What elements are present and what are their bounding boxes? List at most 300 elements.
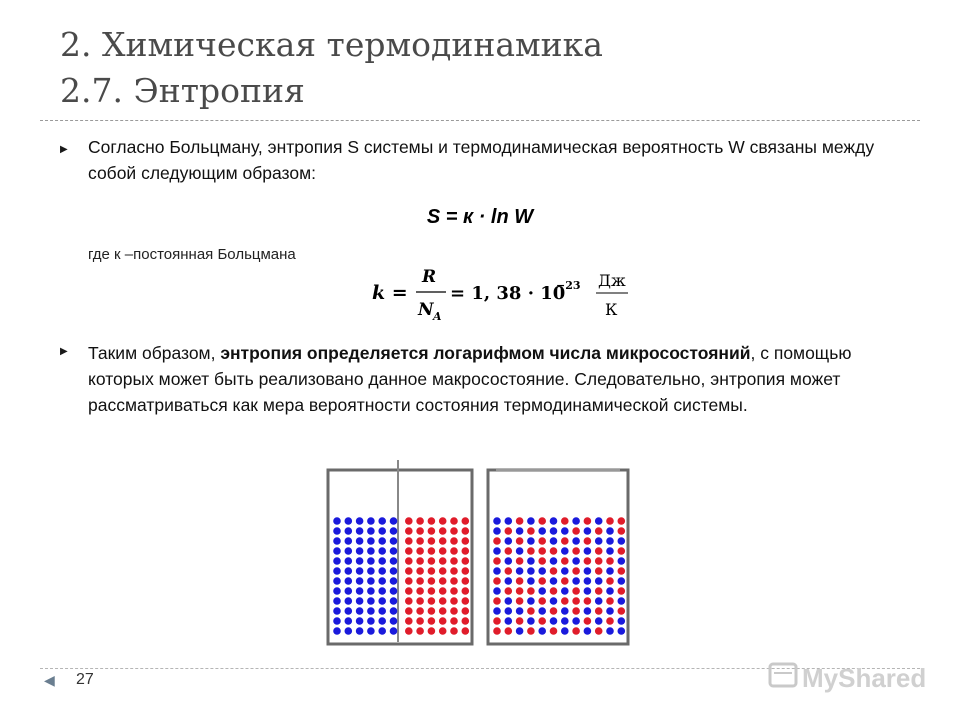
boltzmann-constant-formula bbox=[370, 262, 640, 327]
blue-particle bbox=[390, 577, 398, 585]
red-particle bbox=[416, 597, 424, 605]
blue-particle bbox=[345, 557, 353, 565]
red-particle bbox=[572, 607, 580, 615]
blue-particle bbox=[527, 597, 535, 605]
blue-particle bbox=[606, 607, 614, 615]
blue-particle bbox=[390, 567, 398, 575]
red-particle bbox=[538, 547, 546, 555]
red-particle bbox=[439, 627, 447, 635]
blue-particle bbox=[606, 527, 614, 535]
blue-particle bbox=[572, 537, 580, 545]
blue-particle bbox=[618, 537, 626, 545]
unit-numerator: Дж bbox=[598, 271, 626, 290]
red-particle bbox=[416, 627, 424, 635]
blue-particle bbox=[572, 557, 580, 565]
red-particle bbox=[428, 557, 436, 565]
blue-particle bbox=[333, 577, 341, 585]
red-particle bbox=[538, 517, 546, 525]
red-particle bbox=[527, 627, 535, 635]
blue-particle bbox=[390, 517, 398, 525]
red-particle bbox=[450, 607, 458, 615]
blue-particle bbox=[606, 537, 614, 545]
watermark-logo bbox=[768, 656, 928, 701]
red-particle bbox=[428, 597, 436, 605]
blue-particle bbox=[345, 547, 353, 555]
bullet2-bold: энтропия определяется логарифмом числа микросостояний bbox=[220, 343, 751, 363]
blue-particle bbox=[390, 537, 398, 545]
box-mixed bbox=[488, 470, 628, 644]
red-particle bbox=[584, 617, 592, 625]
red-particle bbox=[527, 607, 535, 615]
red-particle bbox=[505, 527, 513, 535]
blue-particle bbox=[345, 627, 353, 635]
blue-particle bbox=[367, 527, 375, 535]
bullet-paragraph-2 bbox=[88, 340, 908, 418]
red-particle bbox=[439, 567, 447, 575]
red-particle bbox=[493, 537, 501, 545]
red-particle bbox=[416, 587, 424, 595]
red-particle bbox=[572, 527, 580, 535]
blue-particle bbox=[356, 607, 364, 615]
blue-particle bbox=[561, 567, 569, 575]
red-particle bbox=[493, 617, 501, 625]
red-particle bbox=[606, 557, 614, 565]
blue-particle bbox=[550, 597, 558, 605]
red-particle bbox=[462, 577, 470, 585]
box-separated bbox=[328, 460, 472, 644]
blue-particle bbox=[493, 567, 501, 575]
red-particle bbox=[405, 527, 413, 535]
red-particle bbox=[516, 577, 524, 585]
blue-particle bbox=[367, 577, 375, 585]
blue-particle bbox=[378, 597, 386, 605]
blue-particle bbox=[595, 617, 603, 625]
red-particle bbox=[450, 557, 458, 565]
constant-caption: где к –постоянная Больцмана bbox=[88, 246, 296, 263]
red-particle bbox=[550, 547, 558, 555]
blue-particle bbox=[561, 617, 569, 625]
footer-arrow-icon: ◀ bbox=[44, 672, 55, 688]
blue-particle bbox=[356, 627, 364, 635]
blue-particle bbox=[378, 547, 386, 555]
red-particle bbox=[450, 587, 458, 595]
red-particle bbox=[462, 537, 470, 545]
red-particle bbox=[405, 607, 413, 615]
red-particle bbox=[439, 577, 447, 585]
red-particle bbox=[462, 627, 470, 635]
bullet2-pre: Таким образом, bbox=[88, 343, 221, 363]
blue-particle bbox=[572, 517, 580, 525]
blue-particle bbox=[378, 587, 386, 595]
page-number: 27 bbox=[76, 671, 94, 688]
red-particle bbox=[516, 597, 524, 605]
blue-particle bbox=[584, 607, 592, 615]
boltzmann-formula: S = к · ln W bbox=[426, 206, 534, 228]
red-particle bbox=[516, 517, 524, 525]
red-particle bbox=[595, 607, 603, 615]
blue-particle bbox=[345, 607, 353, 615]
red-particle bbox=[416, 537, 424, 545]
blue-particle bbox=[390, 597, 398, 605]
red-particle bbox=[439, 547, 447, 555]
blue-particle bbox=[493, 607, 501, 615]
red-particle bbox=[572, 627, 580, 635]
blue-particle bbox=[584, 627, 592, 635]
red-particle bbox=[405, 537, 413, 545]
blue-particle bbox=[367, 597, 375, 605]
red-particle bbox=[462, 547, 470, 555]
red-particle bbox=[505, 547, 513, 555]
blue-particle bbox=[367, 537, 375, 545]
blue-particle bbox=[584, 567, 592, 575]
blue-particle bbox=[505, 537, 513, 545]
red-particle bbox=[516, 557, 524, 565]
red-particle bbox=[550, 587, 558, 595]
blue-particle bbox=[378, 567, 386, 575]
red-particle bbox=[527, 527, 535, 535]
blue-particle bbox=[493, 587, 501, 595]
red-particle bbox=[450, 597, 458, 605]
red-particle bbox=[516, 587, 524, 595]
red-particle bbox=[538, 597, 546, 605]
blue-particle bbox=[333, 517, 341, 525]
blue-particle bbox=[595, 517, 603, 525]
blue-particle bbox=[345, 527, 353, 535]
blue-particle bbox=[390, 527, 398, 535]
red-particle bbox=[618, 587, 626, 595]
blue-particle bbox=[333, 607, 341, 615]
blue-particle bbox=[356, 557, 364, 565]
red-particle bbox=[405, 567, 413, 575]
title-line-2: 2.7. Энтропия bbox=[60, 71, 305, 110]
blue-particle bbox=[356, 617, 364, 625]
blue-particle bbox=[550, 527, 558, 535]
blue-particle bbox=[345, 567, 353, 575]
blue-particle bbox=[527, 577, 535, 585]
blue-particle bbox=[527, 617, 535, 625]
blue-particle bbox=[333, 597, 341, 605]
blue-particle bbox=[505, 597, 513, 605]
blue-particle bbox=[606, 547, 614, 555]
bullet-arrow-icon: ▶ bbox=[60, 346, 68, 357]
red-particle bbox=[527, 587, 535, 595]
blue-particle bbox=[345, 617, 353, 625]
blue-particle bbox=[333, 587, 341, 595]
red-particle bbox=[606, 517, 614, 525]
blue-particle bbox=[356, 577, 364, 585]
red-particle bbox=[493, 597, 501, 605]
red-particle bbox=[584, 517, 592, 525]
red-particle bbox=[618, 567, 626, 575]
blue-particle bbox=[606, 567, 614, 575]
blue-particle bbox=[516, 607, 524, 615]
red-particle bbox=[538, 577, 546, 585]
blue-particle bbox=[345, 537, 353, 545]
blue-particle bbox=[538, 567, 546, 575]
red-particle bbox=[538, 537, 546, 545]
red-particle bbox=[606, 577, 614, 585]
red-particle bbox=[618, 547, 626, 555]
red-particle bbox=[572, 597, 580, 605]
blue-particle bbox=[618, 597, 626, 605]
red-particle bbox=[450, 627, 458, 635]
red-particle bbox=[572, 567, 580, 575]
formula-denominator: 𝑵 bbox=[418, 300, 434, 320]
red-particle bbox=[462, 607, 470, 615]
red-particle bbox=[618, 517, 626, 525]
blue-particle bbox=[527, 567, 535, 575]
blue-particle bbox=[378, 527, 386, 535]
blue-particle bbox=[345, 517, 353, 525]
blue-particle bbox=[527, 557, 535, 565]
red-particle bbox=[416, 517, 424, 525]
blue-particle bbox=[516, 627, 524, 635]
blue-particle bbox=[345, 577, 353, 585]
blue-particle bbox=[390, 607, 398, 615]
red-particle bbox=[450, 537, 458, 545]
blue-particle bbox=[493, 527, 501, 535]
red-particle bbox=[439, 587, 447, 595]
red-particle bbox=[561, 597, 569, 605]
blue-particle bbox=[550, 577, 558, 585]
red-particle bbox=[462, 587, 470, 595]
red-particle bbox=[527, 547, 535, 555]
blue-particle bbox=[390, 617, 398, 625]
red-particle bbox=[416, 617, 424, 625]
blue-particle bbox=[367, 517, 375, 525]
bullet-arrow-icon: ▶ bbox=[60, 144, 68, 155]
title-divider bbox=[40, 120, 920, 121]
blue-particle bbox=[367, 547, 375, 555]
blue-particle bbox=[367, 557, 375, 565]
blue-particle bbox=[572, 577, 580, 585]
blue-particle bbox=[606, 587, 614, 595]
red-particle bbox=[405, 627, 413, 635]
blue-particle bbox=[561, 547, 569, 555]
blue-particle bbox=[493, 547, 501, 555]
blue-particle bbox=[538, 627, 546, 635]
red-particle bbox=[493, 577, 501, 585]
red-particle bbox=[572, 547, 580, 555]
blue-particle bbox=[378, 577, 386, 585]
blue-particle bbox=[345, 597, 353, 605]
blue-particle bbox=[345, 587, 353, 595]
red-particle bbox=[439, 527, 447, 535]
red-particle bbox=[405, 587, 413, 595]
blue-particle bbox=[356, 537, 364, 545]
blue-particle bbox=[333, 547, 341, 555]
red-particle bbox=[462, 617, 470, 625]
blue-particle bbox=[505, 577, 513, 585]
red-particle bbox=[428, 587, 436, 595]
red-particle bbox=[462, 597, 470, 605]
blue-particle bbox=[378, 627, 386, 635]
blue-particle bbox=[367, 567, 375, 575]
red-particle bbox=[595, 557, 603, 565]
red-particle bbox=[584, 537, 592, 545]
red-particle bbox=[606, 597, 614, 605]
blue-particle bbox=[606, 627, 614, 635]
slide-title bbox=[60, 22, 603, 114]
red-particle bbox=[595, 527, 603, 535]
blue-particle bbox=[333, 617, 341, 625]
blue-particle bbox=[356, 567, 364, 575]
blue-particle bbox=[333, 567, 341, 575]
red-particle bbox=[550, 627, 558, 635]
blue-particle bbox=[333, 627, 341, 635]
blue-particle bbox=[550, 537, 558, 545]
red-particle bbox=[561, 577, 569, 585]
blue-particle bbox=[367, 587, 375, 595]
red-particle bbox=[428, 627, 436, 635]
blue-particle bbox=[493, 517, 501, 525]
blue-particle bbox=[527, 517, 535, 525]
red-particle bbox=[428, 617, 436, 625]
red-particle bbox=[405, 597, 413, 605]
blue-particle bbox=[618, 557, 626, 565]
blue-particle bbox=[561, 587, 569, 595]
red-particle bbox=[561, 517, 569, 525]
red-particle bbox=[450, 517, 458, 525]
bullet-paragraph-1: Согласно Больцману, энтропия S системы и термодинамическая вероятность W связаны между собой следующим образом: bbox=[88, 137, 875, 183]
blue-particle bbox=[505, 517, 513, 525]
bullet2-post: , с помощью которых может быть реализовано данное макросостояние. Следовательно, энтропия может рассматриваться как мера вероятности состояния термодинамической системы. bbox=[88, 343, 852, 415]
blue-particle bbox=[505, 617, 513, 625]
formula-denominator-subscript: 𝑨 bbox=[433, 310, 442, 322]
red-particle bbox=[618, 607, 626, 615]
blue-particle bbox=[550, 517, 558, 525]
blue-particle bbox=[572, 617, 580, 625]
red-particle bbox=[538, 557, 546, 565]
blue-particle bbox=[390, 557, 398, 565]
entropy-illustration bbox=[320, 458, 640, 653]
red-particle bbox=[462, 517, 470, 525]
blue-particle bbox=[356, 547, 364, 555]
red-particle bbox=[416, 567, 424, 575]
blue-particle bbox=[516, 567, 524, 575]
blue-particle bbox=[538, 607, 546, 615]
blue-particle bbox=[378, 557, 386, 565]
red-particle bbox=[572, 587, 580, 595]
blue-particle bbox=[595, 577, 603, 585]
red-particle bbox=[505, 567, 513, 575]
red-particle bbox=[428, 607, 436, 615]
blue-particle bbox=[561, 627, 569, 635]
blue-particle bbox=[367, 607, 375, 615]
blue-particle bbox=[378, 607, 386, 615]
red-particle bbox=[450, 577, 458, 585]
blue-particle bbox=[538, 527, 546, 535]
blue-particle bbox=[333, 527, 341, 535]
red-particle bbox=[405, 517, 413, 525]
blue-particle bbox=[618, 627, 626, 635]
blue-particle bbox=[505, 607, 513, 615]
blue-particle bbox=[333, 537, 341, 545]
blue-particle bbox=[356, 527, 364, 535]
red-particle bbox=[493, 557, 501, 565]
blue-particle bbox=[390, 627, 398, 635]
red-particle bbox=[450, 547, 458, 555]
red-particle bbox=[450, 527, 458, 535]
red-particle bbox=[439, 617, 447, 625]
red-particle bbox=[405, 547, 413, 555]
red-particle bbox=[405, 577, 413, 585]
blue-particle bbox=[367, 627, 375, 635]
blue-particle bbox=[516, 547, 524, 555]
red-particle bbox=[561, 557, 569, 565]
formula-lhs: 𝒌 = bbox=[372, 282, 408, 304]
red-particle bbox=[595, 547, 603, 555]
blue-particle bbox=[356, 597, 364, 605]
blue-particle bbox=[584, 587, 592, 595]
red-particle bbox=[584, 557, 592, 565]
red-particle bbox=[516, 617, 524, 625]
blue-particle bbox=[584, 577, 592, 585]
red-particle bbox=[428, 527, 436, 535]
red-particle bbox=[505, 627, 513, 635]
red-particle bbox=[618, 527, 626, 535]
blue-particle bbox=[390, 547, 398, 555]
red-particle bbox=[416, 577, 424, 585]
red-particle bbox=[595, 567, 603, 575]
red-particle bbox=[439, 537, 447, 545]
red-particle bbox=[416, 557, 424, 565]
blue-particle bbox=[516, 527, 524, 535]
red-particle bbox=[428, 547, 436, 555]
blue-particle bbox=[390, 587, 398, 595]
watermark-text: MyShared bbox=[802, 663, 927, 693]
red-particle bbox=[439, 597, 447, 605]
formula-numerator: 𝑹 bbox=[422, 267, 437, 287]
blue-particle bbox=[527, 537, 535, 545]
red-particle bbox=[493, 627, 501, 635]
red-particle bbox=[450, 567, 458, 575]
blue-particle bbox=[356, 587, 364, 595]
blue-particle bbox=[550, 557, 558, 565]
blue-particle bbox=[561, 607, 569, 615]
red-particle bbox=[516, 537, 524, 545]
red-particle bbox=[595, 587, 603, 595]
blue-particle bbox=[550, 617, 558, 625]
title-line-1: 2. Химическая термодинамика bbox=[60, 25, 603, 64]
red-particle bbox=[428, 517, 436, 525]
red-particle bbox=[439, 517, 447, 525]
blue-particle bbox=[595, 537, 603, 545]
red-particle bbox=[428, 577, 436, 585]
red-particle bbox=[462, 557, 470, 565]
red-particle bbox=[450, 617, 458, 625]
red-particle bbox=[416, 547, 424, 555]
red-particle bbox=[439, 557, 447, 565]
red-particle bbox=[606, 617, 614, 625]
blue-particle bbox=[505, 557, 513, 565]
formula-value: = 𝟏, 𝟑𝟖 · 𝟏𝟎 bbox=[450, 283, 566, 304]
blue-particle bbox=[584, 547, 592, 555]
red-particle bbox=[538, 617, 546, 625]
blue-particle bbox=[378, 617, 386, 625]
red-particle bbox=[595, 627, 603, 635]
red-particle bbox=[550, 567, 558, 575]
red-particle bbox=[439, 607, 447, 615]
blue-particle bbox=[538, 587, 546, 595]
unit-denominator: К bbox=[605, 300, 618, 319]
blue-particle bbox=[618, 617, 626, 625]
blue-particle bbox=[595, 597, 603, 605]
red-particle bbox=[462, 567, 470, 575]
red-particle bbox=[428, 537, 436, 545]
blue-particle bbox=[618, 577, 626, 585]
blue-particle bbox=[378, 537, 386, 545]
